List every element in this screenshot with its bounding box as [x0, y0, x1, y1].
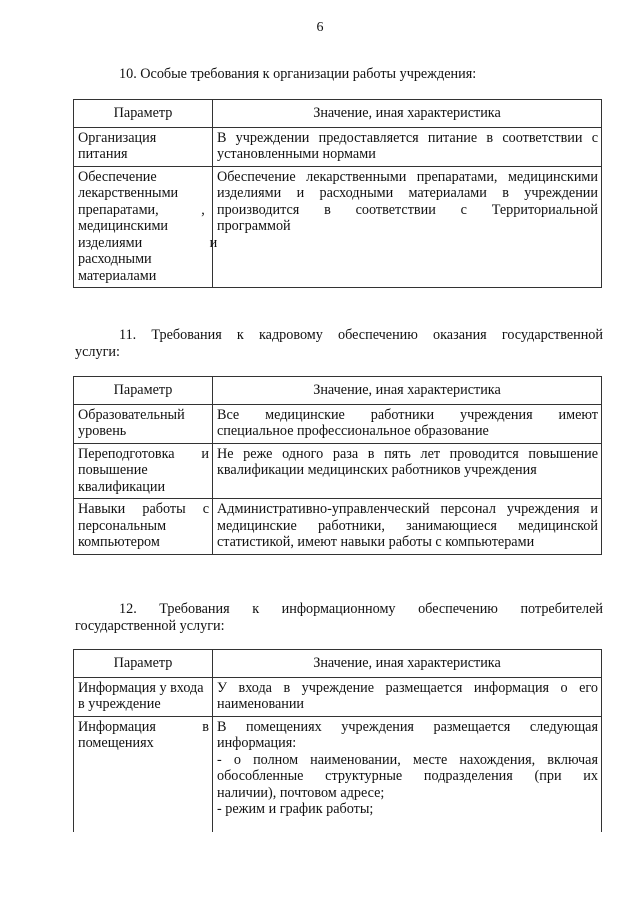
heading-line: услуги:	[75, 343, 120, 360]
param-cell	[74, 716, 213, 832]
param-line: расходными	[78, 251, 152, 267]
value-line: программой	[217, 218, 291, 234]
value-line: наименовании	[217, 696, 305, 712]
param-line: в учреждение	[78, 696, 161, 712]
param-line: повышение	[78, 462, 148, 478]
param-line: питания	[78, 146, 128, 162]
param-cell	[74, 166, 218, 288]
param-line: Информация у входа	[78, 679, 204, 696]
param-cell	[74, 443, 213, 499]
value-line: - режим и график работы;	[217, 801, 374, 817]
param-line: материалами	[78, 267, 157, 284]
param-line: Образовательный	[78, 406, 185, 423]
value-line: В помещениях учреждения размещается следующая	[217, 718, 598, 735]
value-line: статистикой, имеют навыки работы с компьютерами	[217, 534, 535, 550]
value-line: - о полном наименовании, месте нахождения, включая	[217, 751, 598, 768]
value-cell	[213, 127, 602, 166]
section-11-heading	[75, 327, 603, 360]
param-cell	[74, 404, 213, 443]
value-line: информация:	[217, 735, 297, 751]
value-line: производится в соответствии с Территориальной	[217, 201, 598, 218]
param-line: Обеспечение	[78, 168, 157, 185]
section-10-heading: 10. Особые требования к организации работы учреждения:	[119, 66, 477, 82]
param-cell	[74, 127, 213, 166]
param-line: уровень	[78, 423, 127, 439]
section-12-table	[73, 649, 602, 832]
param-cell	[74, 499, 213, 555]
value-line: Обеспечение лекарственными препаратами, медицинскими	[217, 168, 598, 185]
value-line: изделиями и расходными материалами в учреждении	[217, 185, 598, 201]
value-cell	[213, 166, 602, 288]
table-row	[74, 499, 602, 555]
param-line: Навыки работы с	[78, 501, 209, 517]
table-row	[74, 443, 602, 499]
table-row	[74, 716, 602, 832]
table-row	[74, 166, 602, 288]
heading-line: 12. Требования к информационному обеспечению потребителей	[119, 601, 603, 617]
value-cell	[213, 716, 602, 832]
param-line: компьютером	[78, 534, 160, 550]
value-line: У входа в учреждение размещается информация о его	[217, 679, 598, 696]
column-header-value: Значение, иная характеристика	[213, 377, 602, 405]
param-line: Организация	[78, 129, 157, 146]
param-line: медицинскими	[78, 218, 169, 234]
param-cell	[74, 677, 213, 716]
value-line: Не реже одного раза в пять лет проводится повышение	[217, 445, 598, 462]
column-header-parameter: Параметр	[74, 100, 213, 128]
value-line: специальное профессиональное образование	[217, 423, 489, 439]
heading-line: 11. Требования к кадровому обеспечению оказания государственной	[119, 327, 603, 343]
heading-line: государственной услуги:	[75, 617, 225, 634]
value-line: установленными нормами	[217, 146, 376, 162]
value-line: В учреждении предоставляется питание в соответствии с	[217, 129, 598, 146]
page-number: 6	[316, 20, 324, 35]
table-row	[74, 404, 602, 443]
value-cell	[213, 499, 602, 555]
column-header-parameter: Параметр	[74, 377, 213, 405]
table-row	[74, 677, 602, 716]
value-line: Административно-управленческий персонал учреждения и	[217, 501, 598, 517]
value-cell	[213, 404, 602, 443]
param-line: изделиями и	[78, 234, 218, 251]
value-line: Все медицинские работники учреждения имеют	[217, 406, 598, 423]
param-line: лекарственными	[78, 185, 179, 201]
column-header-parameter: Параметр	[74, 650, 213, 678]
value-line: медицинские работники, занимающиеся медицинской	[217, 517, 598, 534]
column-header-value: Значение, иная характеристика	[213, 650, 602, 678]
param-line: Переподготовка и	[78, 445, 209, 462]
param-line: препаратами, ,	[78, 201, 205, 218]
section-12-heading	[75, 601, 603, 634]
param-line: Информация в	[78, 718, 209, 735]
param-line: помещениях	[78, 735, 154, 751]
value-line: наличии), почтовом адресе;	[217, 784, 385, 801]
value-line: квалификации медицинских работников учреждения	[217, 462, 537, 478]
column-header-value: Значение, иная характеристика	[213, 100, 602, 128]
table-row	[74, 127, 602, 166]
section-11-table	[73, 376, 602, 555]
param-line: персональным	[78, 517, 167, 534]
value-line: обособленные структурные подразделения (при их	[217, 768, 598, 784]
value-cell	[213, 443, 602, 499]
value-cell	[213, 677, 602, 716]
section-10-table	[73, 99, 602, 288]
param-line: квалификации	[78, 478, 166, 495]
